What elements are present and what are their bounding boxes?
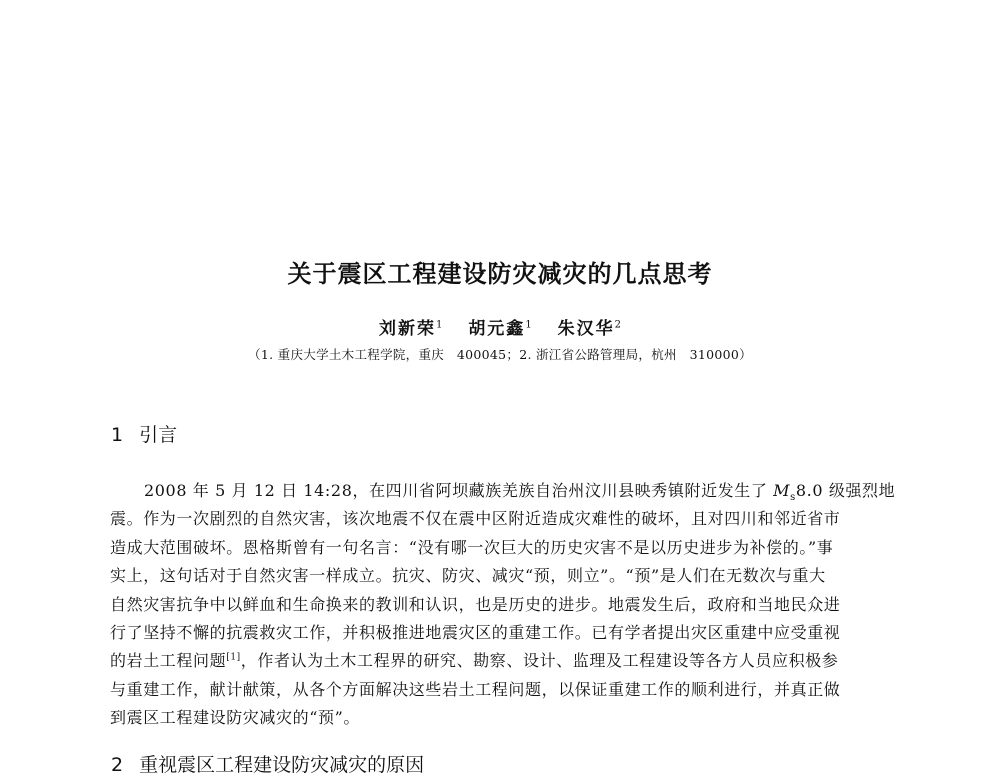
author-3	[558, 319, 621, 339]
section-title: 重视震区工程建设防灾减灾的原因	[139, 754, 425, 776]
affiliation-mark: 2	[614, 319, 621, 331]
author-list	[0, 314, 1000, 339]
paragraph-line: 与重建工作，献计献策，从各个方面解决这些岩土工程问题，以保证重建工作的顺利进行，并真正做	[110, 679, 841, 699]
affiliation-mark: 1	[436, 319, 443, 331]
section-heading-reasons	[111, 750, 424, 777]
citation-ref: [1]	[226, 653, 241, 664]
section-title: 引言	[139, 424, 178, 446]
magnitude-subscript: s	[790, 492, 796, 504]
paragraph-line: 震。作为一次剧烈的自然灾害，该次地震不仅在震中区附近造成灾难性的破坏，且对四川和邻近省市	[110, 509, 841, 529]
author-name: 刘新荣	[379, 319, 437, 339]
paper-title: 关于震区工程建设防灾减灾的几点思考	[287, 260, 713, 288]
paragraph-line: 行了坚持不懈的抗震救灾工作，并积极推进地震灾区的重建工作。已有学者提出灾区重建中应受重视	[110, 622, 841, 642]
affiliation-line: （1. 重庆大学土木工程学院，重庆 400045；2. 浙江省公路管理局，杭州 310000）	[248, 347, 752, 362]
line-text: ，作者认为土木工程界的研究、勘察、设计、监理及工程建设等各方人员应积极参	[240, 651, 839, 671]
paragraph-line	[110, 647, 905, 675]
paragraph-line: 自然灾害抗争中以鲜血和生命换来的教训和认识，也是历史的进步。地震发生后，政府和当地民众进	[110, 594, 841, 614]
author-name: 朱汉华	[557, 319, 615, 339]
paragraph-line: 到震区工程建设防灾减灾的“预”。	[110, 708, 360, 728]
author-name: 胡元鑫	[468, 319, 526, 339]
line-text: 的岩土工程问题	[110, 651, 227, 671]
section-number: 2	[111, 754, 124, 776]
paragraph-line: 实上，这句话对于自然灾害一样成立。抗灾、防灾、减灾“预，则立”。“预”是人们在无数次与重大	[110, 566, 826, 586]
paragraph-line: 造成大范围破坏。恩格斯曾有一句名言：“没有哪一次巨大的历史灾害不是以历史进步为补偿的。”事	[110, 537, 834, 557]
affiliation-mark: 1	[525, 319, 532, 331]
introduction-paragraph	[110, 477, 905, 733]
author-2	[468, 319, 531, 339]
section-number: 1	[111, 424, 124, 446]
line-text: 8.0 级强烈地	[795, 481, 896, 500]
paragraph-line	[110, 477, 905, 505]
author-1	[379, 319, 442, 339]
line-text: 2008 年 5 月 12 日 14:28，在四川省阿坝藏族羌族自治州汶川县映秀镇附近发生了	[144, 481, 774, 500]
section-heading-introduction	[111, 420, 177, 447]
magnitude-symbol: M	[773, 481, 791, 500]
